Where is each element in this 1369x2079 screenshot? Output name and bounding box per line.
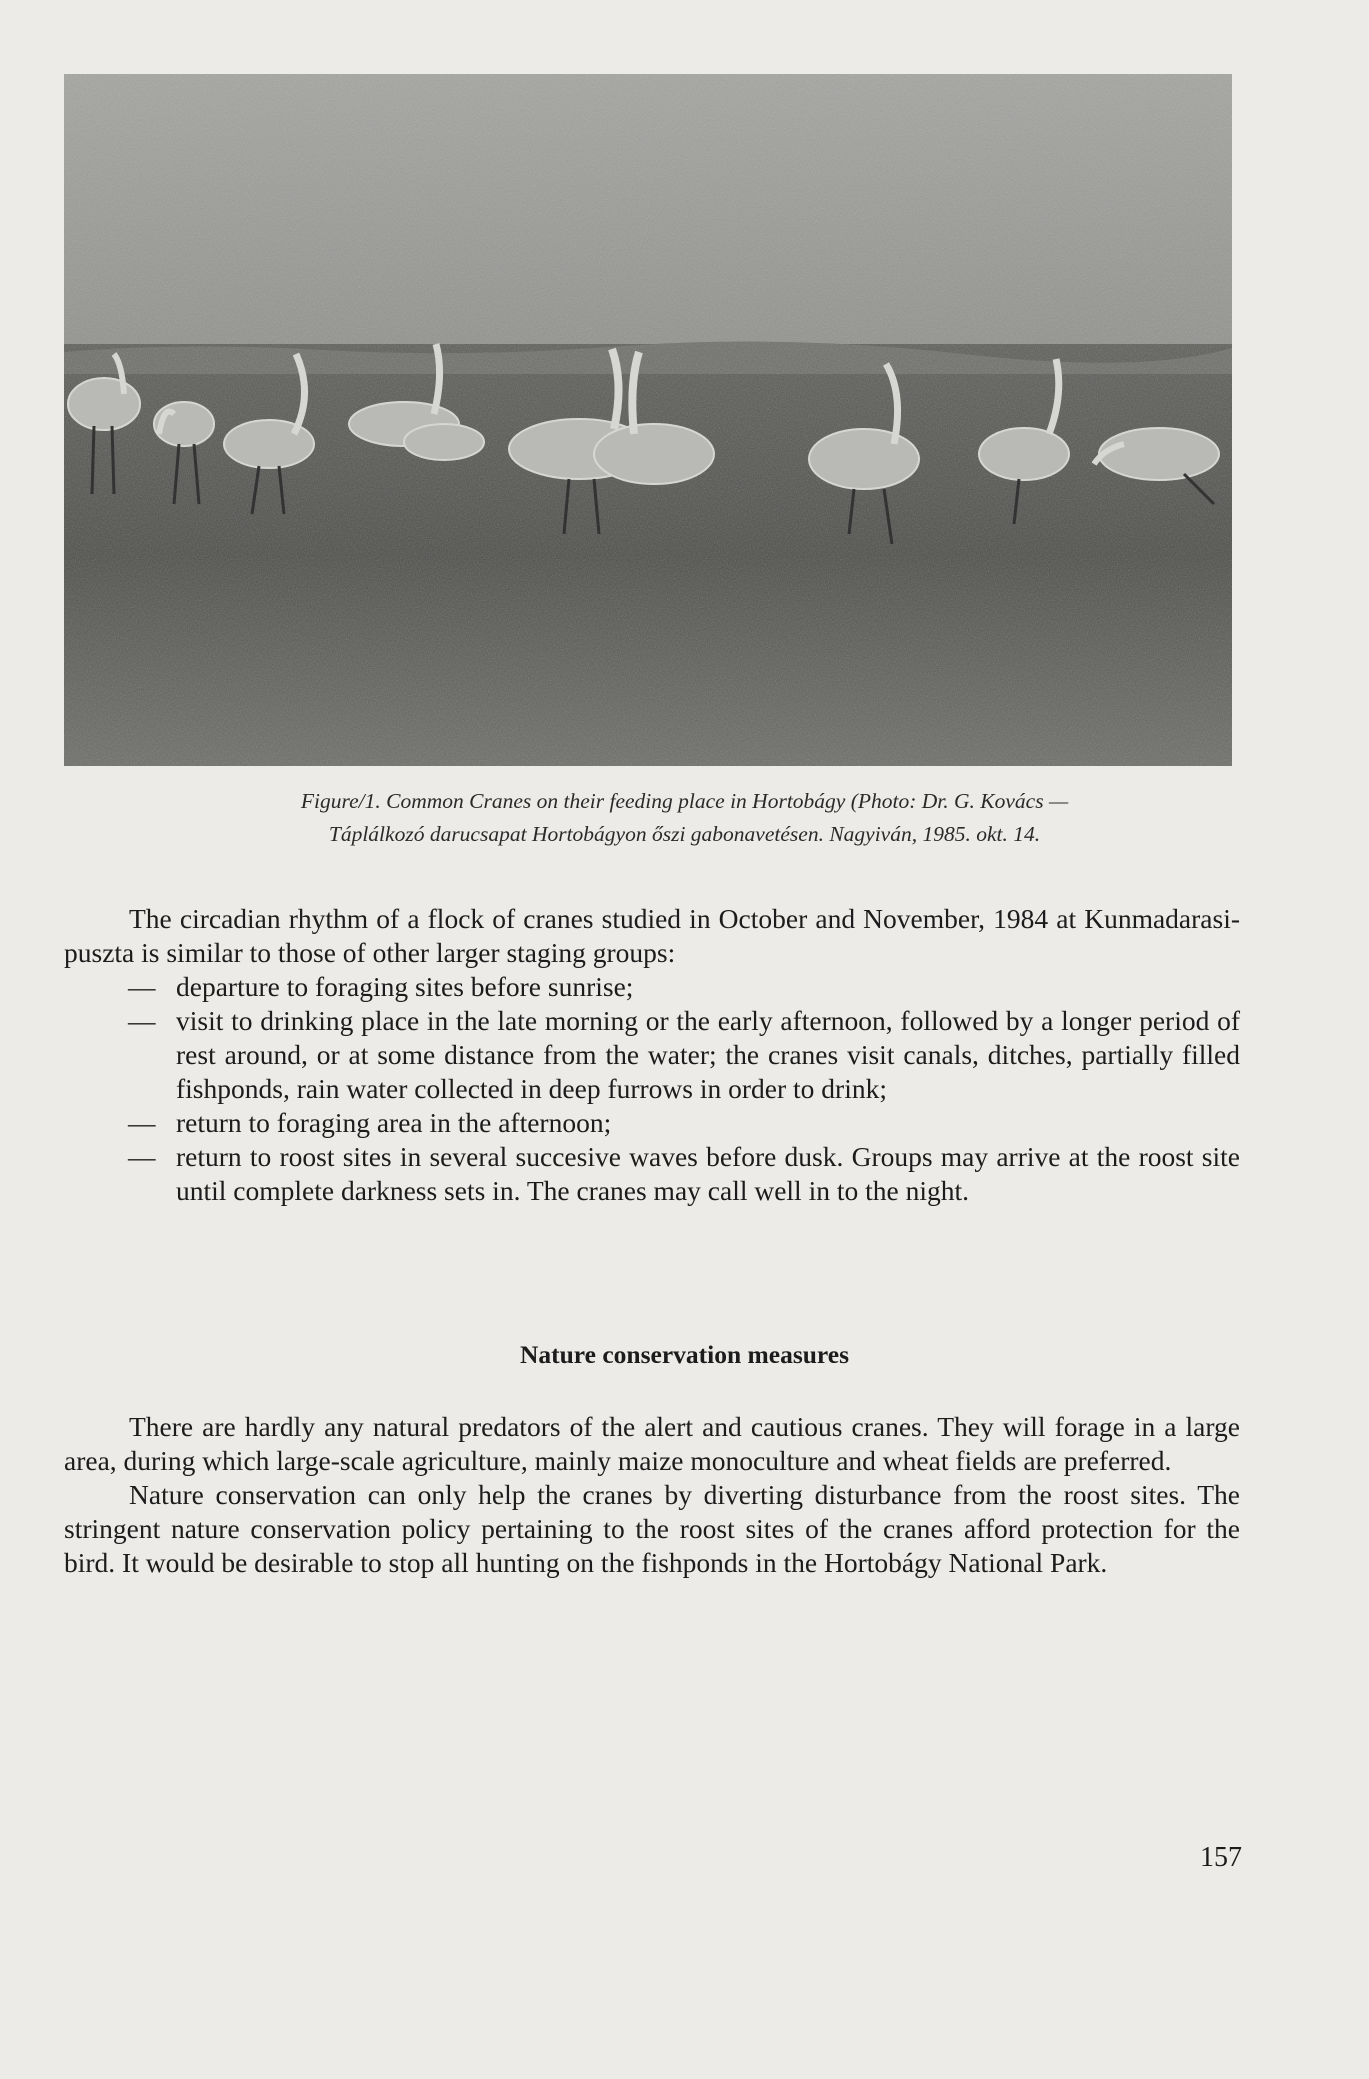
- conservation-paragraph: There are hardly any natural predators of the alert and cautious cranes. They will forage in a large area, during which large-scale agriculture, mainly maize monoculture and wheat fields are preferred.: [64, 1411, 1240, 1476]
- page-number: 157: [1200, 1842, 1242, 1873]
- intro-paragraph: The circadian rhythm of a flock of cranes studied in October and November, 1984 at Kunmadarasi-puszta is similar to those of other larger staging groups:: [64, 903, 1240, 968]
- list-item-text: departure to foraging sites before sunrise;: [176, 971, 634, 1002]
- photo-illustration: [64, 74, 1232, 766]
- dash-marker: —: [128, 971, 156, 1002]
- dash-marker: —: [128, 1141, 156, 1172]
- rhythm-list: [64, 970, 1240, 1208]
- list-item: [64, 1106, 1240, 1140]
- crane-photograph: [64, 74, 1232, 766]
- list-item: [64, 970, 1240, 1004]
- dash-marker: —: [128, 1107, 156, 1138]
- figure-caption: [0, 785, 1369, 851]
- list-item: [64, 1140, 1240, 1208]
- intro-section: [64, 902, 1240, 1208]
- list-item-text: visit to drinking place in the late morning or the early afternoon, followed by a longer period of rest around, or at some distance from the water; the cranes visit canals, ditches, partially filled fishponds, rain water collected in deep furrows in order to drink;: [176, 1005, 1240, 1104]
- conservation-paragraph: Nature conservation can only help the cranes by diverting disturbance from the roost sites. The stringent nature conservation policy pertaining to the roost sites of the cranes afford protection for the bird. It would be desirable to stop all hunting on the fishponds in the Hortobágy National Park.: [64, 1479, 1240, 1578]
- list-item-text: return to foraging area in the afternoon;: [176, 1107, 612, 1138]
- section-heading: Nature conservation measures: [519, 1340, 850, 1369]
- conservation-section: [64, 1410, 1240, 1580]
- dash-marker: —: [128, 1005, 156, 1036]
- list-item-text: return to roost sites in several succesive waves before dusk. Groups may arrive at the roost site until complete darkness sets in. The cranes may call well in to the night.: [176, 1141, 1240, 1206]
- list-item: [64, 1004, 1240, 1106]
- caption-line-1: Figure/1. Common Cranes on their feeding place in Hortobágy (Photo: Dr. G. Kovács —: [300, 789, 1069, 813]
- caption-line-2: Táplálkozó darucsapat Hortobágyon őszi gabonavetésen. Nagyiván, 1985. okt. 14.: [328, 822, 1041, 846]
